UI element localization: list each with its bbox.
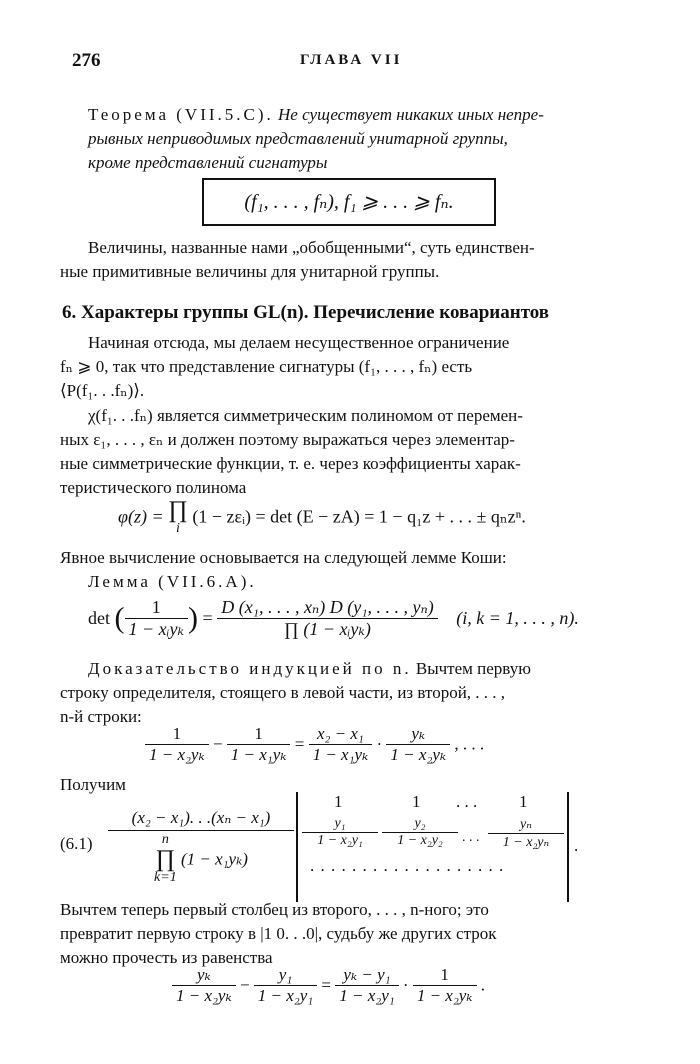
determinant-right-bar <box>567 792 569 902</box>
obtain-label: Получим <box>60 775 126 794</box>
proof-line-1 <box>88 659 531 679</box>
generalized-line-1: Величины, названные нами „обобщенными“, суть единствен- <box>88 238 535 257</box>
det-r1-c1: 1 <box>334 792 343 811</box>
theorem-line-1 <box>88 105 544 125</box>
last-fraction-2 <box>254 965 317 1006</box>
last-equals: = <box>321 975 332 995</box>
last-equation <box>172 965 485 1006</box>
product-index: i <box>176 521 180 536</box>
eq61-left-fraction <box>108 808 294 885</box>
last-f4-den: 1 − x₂yₖ <box>416 986 473 1005</box>
eq61-prod-expr: (1 − x₁yₖ) <box>180 849 248 869</box>
signature-formula-box <box>202 178 496 226</box>
det-word: det <box>88 608 110 628</box>
det-main-numerator: D (x₁, . . . , xₙ) D (y₁, . . . , yₙ) <box>217 597 438 619</box>
det-r2-dots: . . . <box>462 830 480 845</box>
product-sign: ∏ <box>168 497 188 523</box>
proof-line-2: строку определителя, стоящего в левой части, из второй, . . . , <box>60 683 506 702</box>
page-number: 276 <box>72 50 101 71</box>
phi-equation <box>118 498 526 548</box>
det-inner-denominator: 1 − xᵢyₖ <box>128 619 185 639</box>
sub-equals: = <box>294 734 305 754</box>
start-line-1: Начиная отсюда, мы делаем несущественное ограничение <box>88 333 510 352</box>
sub-f2-den: 1 − x₁yₖ <box>230 745 287 764</box>
sub-fraction-4 <box>386 724 450 765</box>
subtraction-equation <box>145 724 484 765</box>
phi-lhs: φ(z) = <box>118 506 164 527</box>
section-heading: 6. Характеры группы GL(n). Перечисление ковариантов <box>62 302 550 323</box>
det-r2-c1-den: 1 − x₂y₁ <box>317 833 363 848</box>
last-f1-den: 1 − x₂yₖ <box>176 986 232 1005</box>
sub-f3-den: 1 − x₁yₖ <box>312 745 369 764</box>
signature-formula: (f₁, . . . , fₙ), f₁ ⩾ . . . ⩾ fₙ. <box>244 191 454 213</box>
equation-tag-6-1: (6.1) <box>60 834 93 853</box>
det-inner-fraction <box>125 597 189 640</box>
last-f3-den: 1 − x₂y₁ <box>339 986 395 1005</box>
last-end: . <box>480 975 486 995</box>
chi-line-3: ные симметрические функции, т. е. через коэффициенты харак- <box>60 454 521 473</box>
sub-f4-den: 1 − x₂yₖ <box>390 745 447 764</box>
det-main-denominator: ∏ (1 − xᵢyₖ) <box>284 619 371 639</box>
last-fraction-1 <box>172 965 236 1006</box>
eq61-prod-top: n <box>161 832 169 847</box>
theorem-text-1: Не существует никаких иных непре- <box>278 105 544 124</box>
last-f2-num: y₁ <box>254 965 317 986</box>
chi-line-4: теристического полинома <box>60 478 247 497</box>
sub-fraction-1 <box>145 724 209 765</box>
sub-minus: − <box>212 734 223 754</box>
det-r2-c2-den: 1 − x₂y₂ <box>397 833 443 848</box>
det-r2-cn <box>488 816 564 851</box>
det-equation: det ( $\frac{1}{\text{1 − xᵢyₖ}}$ ) = $\frac{\text{D (x₁, . . . , xₙ) D (y₁, . . . , yₙ)}}{\text{∏ (1 − xᵢyₖ)}}$ (i, k = 1, . . . , n). <box>88 597 579 639</box>
sub-fraction-3 <box>309 724 373 765</box>
final-line-2: превратит первую строку в |1 0. . .0|, судьбу же других строк <box>60 924 497 943</box>
theorem-label: Теорема (VII.5.C). <box>88 105 274 124</box>
phi-rhs: (1 − zεᵢ) = det (E − zA) = 1 − q₁z + . . . ± qₙzⁿ. <box>192 506 526 527</box>
start-line-2: fₙ ⩾ 0, так что представление сигнатуры (f₁, . . . , fₙ) есть <box>60 357 473 376</box>
theorem-text-2: рывных неприводимых представлений унитарной группы, <box>88 129 508 148</box>
start-line-3: ⟨P(f₁. . .fₙ)⟩. <box>60 381 145 400</box>
sub-f4-num: yₖ <box>386 724 450 745</box>
det-main-fraction <box>217 597 438 640</box>
det-r2-c1-num: y₁ <box>302 816 378 833</box>
sub-f1-den: 1 − x₂yₖ <box>149 745 205 764</box>
eq61-end: . <box>574 836 579 855</box>
last-fraction-4 <box>413 965 477 1006</box>
proof-line-3: n-й строки: <box>60 707 142 726</box>
cauchy-line: Явное вычисление основывается на следующей лемме Коши: <box>60 548 507 567</box>
det-r2-cn-den: 1 − x₂yₙ <box>502 835 550 850</box>
eq61-prod-sign: ∏ <box>155 846 176 872</box>
determinant-left-bar <box>296 792 298 902</box>
last-f4-num: 1 <box>413 965 477 986</box>
chi-line-1: χ(f₁. . .fₙ) является симметрическим полиномом от перемен- <box>88 406 523 425</box>
last-dot: · <box>402 975 409 995</box>
eq61-numerator: (x₂ − x₁). . .(xₙ − x₁) <box>108 808 294 831</box>
det-r3-dots: . . . . . . . . . . . . . . . . . . . <box>310 856 505 875</box>
det-r1-dots: . . . <box>456 792 478 811</box>
last-f2-den: 1 − x₂y₁ <box>257 986 314 1005</box>
lemma-label: Лемма (VII.6.A). <box>88 572 257 591</box>
det-inner-numerator: 1 <box>125 597 189 619</box>
det-r2-cn-num: yₙ <box>488 816 564 834</box>
last-fraction-3 <box>335 965 398 1006</box>
sub-f3-num: x₂ − x₁ <box>309 724 373 745</box>
det-index-range: (i, k = 1, . . . , n). <box>456 608 579 628</box>
theorem-text-3: кроме представлений сигнатуры <box>88 153 328 172</box>
generalized-line-2: ные примитивные величины для унитарной группы. <box>60 262 440 281</box>
last-f3-num: yₖ − y₁ <box>335 965 398 986</box>
sub-dot: · <box>376 734 383 754</box>
proof-label: Доказательство индукцией по n. <box>88 659 412 678</box>
eq61-denominator <box>108 833 294 885</box>
proof-line-1-rest: Вычтем первую <box>415 659 531 678</box>
final-line-1: Вычтем теперь первый столбец из второго, . . . , n-ного; это <box>60 900 489 919</box>
last-minus: − <box>239 975 250 995</box>
sub-f1-num: 1 <box>145 724 209 745</box>
eq61-prod-bottom: k=1 <box>154 870 177 885</box>
last-f1-num: yₖ <box>172 965 236 986</box>
sub-fraction-2 <box>227 724 291 765</box>
chapter-title: ГЛАВА VII <box>300 52 403 68</box>
det-r1-c2: 1 <box>412 792 421 811</box>
det-r2-c2-num: y₂ <box>382 816 458 833</box>
det-r2-c2 <box>382 816 458 849</box>
chi-line-2: ных ε₁, . . . , εₙ и должен поэтому выражаться через элементар- <box>60 430 515 449</box>
sub-f2-num: 1 <box>227 724 291 745</box>
det-r1-cn: 1 <box>519 792 528 811</box>
sub-tail: , . . . <box>454 734 485 754</box>
final-line-3: можно прочесть из равенства <box>60 948 273 967</box>
det-r2-c1 <box>302 816 378 849</box>
